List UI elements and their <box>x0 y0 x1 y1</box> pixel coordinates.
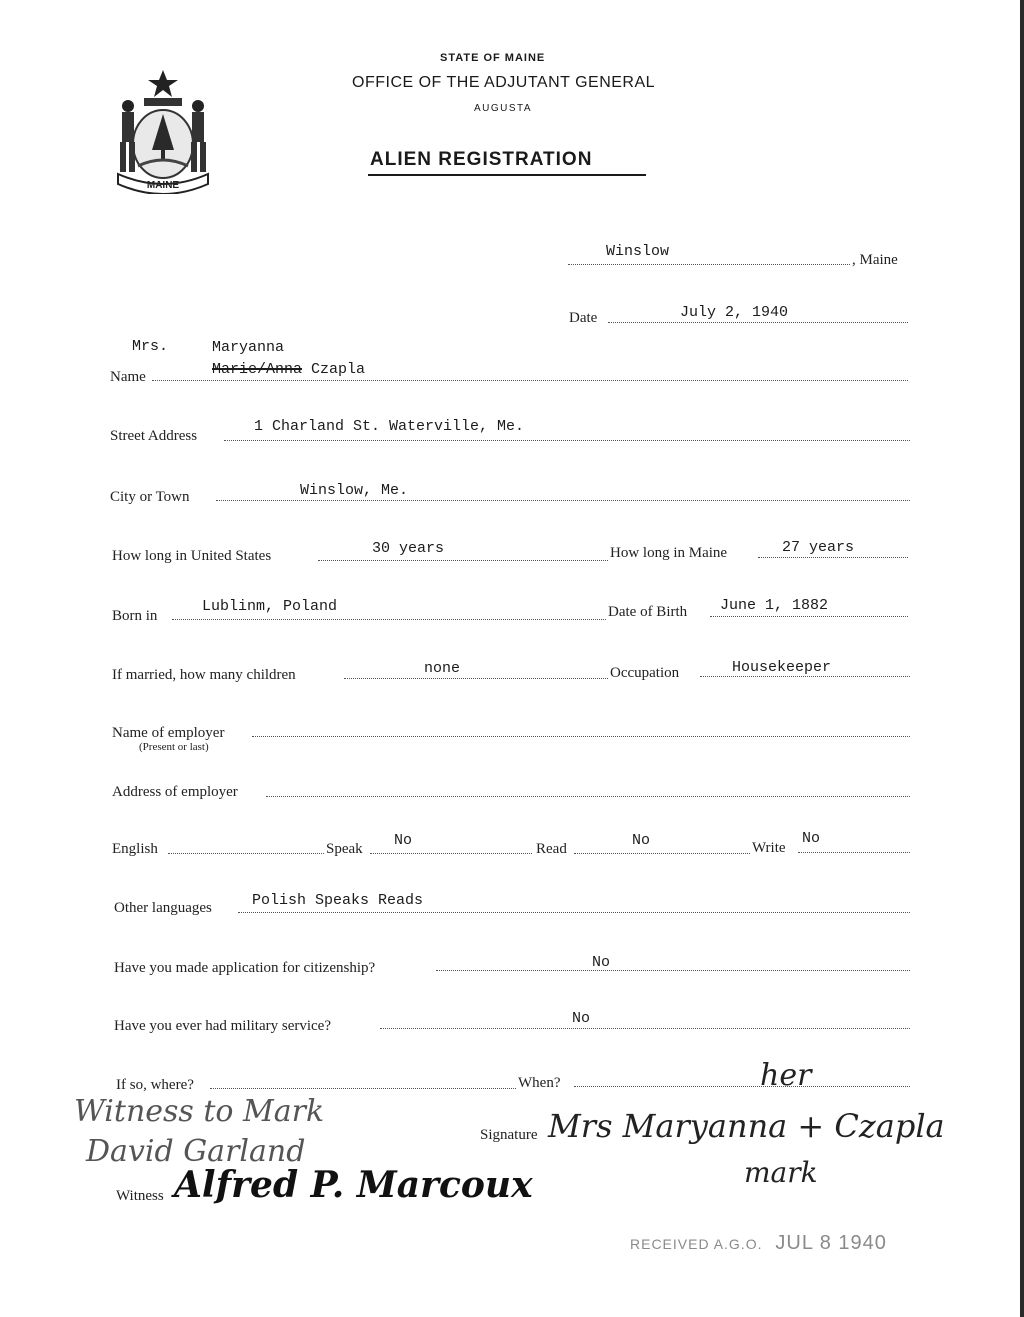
date-label: Date <box>569 310 598 326</box>
received-stamp <box>630 1232 887 1255</box>
occupation-value: Housekeeper <box>732 659 832 676</box>
street-address-line <box>224 440 910 441</box>
when-line <box>574 1086 910 1087</box>
employer-address-label: Address of employer <box>112 784 238 800</box>
occupation-label: Occupation <box>610 665 680 681</box>
witness-value: Alfred P. Marcoux <box>174 1164 533 1206</box>
state-seal <box>108 66 218 199</box>
street-address-label: Street Address <box>110 428 198 444</box>
read-line <box>574 853 750 854</box>
born-in-value: Lublinm, Poland <box>202 598 338 615</box>
how-long-us-value: 30 years <box>372 540 445 557</box>
english-line <box>168 853 324 854</box>
date-of-birth-value: June 1, 1882 <box>720 597 829 614</box>
signature-value: Mrs Maryanna + Czapla <box>548 1107 945 1145</box>
received-stamp-date: JUL 8 1940 <box>775 1232 887 1254</box>
write-label: Write <box>752 840 786 856</box>
other-languages-value: Polish Speaks Reads <box>252 892 424 909</box>
citizenship-line <box>436 970 910 971</box>
name-correction: Maryanna <box>212 339 285 356</box>
name-label: Name <box>110 369 146 385</box>
when-label: When? <box>518 1075 561 1091</box>
title-underline <box>368 174 646 176</box>
read-label: Read <box>536 841 567 857</box>
street-address-value: 1 Charland St. Waterville, Me. <box>254 418 525 435</box>
how-long-maine-value: 27 years <box>782 539 855 556</box>
employer-name-line <box>252 736 910 737</box>
children-label: If married, how many children <box>112 667 296 683</box>
seal-text: MAINE <box>146 180 180 191</box>
born-in-line <box>172 619 606 620</box>
how-long-us-label: How long in United States <box>112 548 272 564</box>
how-long-maine-label: How long in Maine <box>610 545 728 561</box>
speak-line <box>370 853 532 854</box>
date-of-birth-line <box>710 616 908 617</box>
city-value: Winslow, Me. <box>300 482 409 499</box>
header-state: STATE OF MAINE <box>440 52 546 64</box>
english-label: English <box>112 841 158 857</box>
date-line <box>608 322 908 323</box>
name-line <box>152 380 908 381</box>
other-languages-line <box>238 912 910 913</box>
name-surname: Czapla <box>311 361 366 378</box>
speak-label: Speak <box>326 841 363 857</box>
born-in-label: Born in <box>112 608 158 624</box>
header-office: OFFICE OF THE ADJUTANT GENERAL <box>352 74 656 91</box>
employer-name-label: Name of employer <box>112 725 225 741</box>
date-of-birth-label: Date of Birth <box>608 604 688 620</box>
military-label: Have you ever had military service? <box>114 1018 331 1034</box>
date-value: July 2, 1940 <box>680 304 789 321</box>
name-prefix: Mrs. <box>132 338 169 355</box>
witness-label: Witness <box>116 1188 164 1204</box>
write-value: No <box>802 830 821 847</box>
received-stamp-text: RECEIVED A.G.O. <box>630 1236 763 1252</box>
city-line <box>216 500 910 501</box>
town-line <box>568 264 850 265</box>
occupation-line <box>700 676 910 677</box>
signature-mark: mark <box>744 1156 818 1189</box>
children-value: none <box>424 660 461 677</box>
read-value: No <box>632 832 651 849</box>
where-line <box>210 1088 516 1089</box>
employer-address-line <box>266 796 910 797</box>
scan-edge <box>1020 0 1024 1317</box>
name-struck: Marie/Anna <box>212 361 303 378</box>
write-line <box>798 852 910 853</box>
military-value: No <box>572 1010 591 1027</box>
witness-mark-line2: David Garland <box>86 1134 306 1169</box>
page-title: ALIEN REGISTRATION <box>370 149 593 170</box>
where-label: If so, where? <box>116 1077 194 1093</box>
employer-name-sublabel: (Present or last) <box>139 741 209 753</box>
town-value: Winslow <box>606 243 670 260</box>
citizenship-label: Have you made application for citizenship? <box>114 960 376 976</box>
other-languages-label: Other languages <box>114 900 212 916</box>
children-line <box>344 678 608 679</box>
witness-mark-line1: Witness to Mark <box>74 1094 325 1129</box>
signature-her: her <box>760 1058 812 1093</box>
citizenship-value: No <box>592 954 611 971</box>
speak-value: No <box>394 832 413 849</box>
city-label: City or Town <box>110 489 190 505</box>
how-long-us-line <box>318 560 608 561</box>
header-city: AUGUSTA <box>474 103 533 114</box>
name-value <box>212 361 365 378</box>
how-long-maine-line <box>758 557 908 558</box>
state-suffix: , Maine <box>852 252 898 268</box>
military-line <box>380 1028 910 1029</box>
signature-label: Signature <box>480 1127 538 1143</box>
